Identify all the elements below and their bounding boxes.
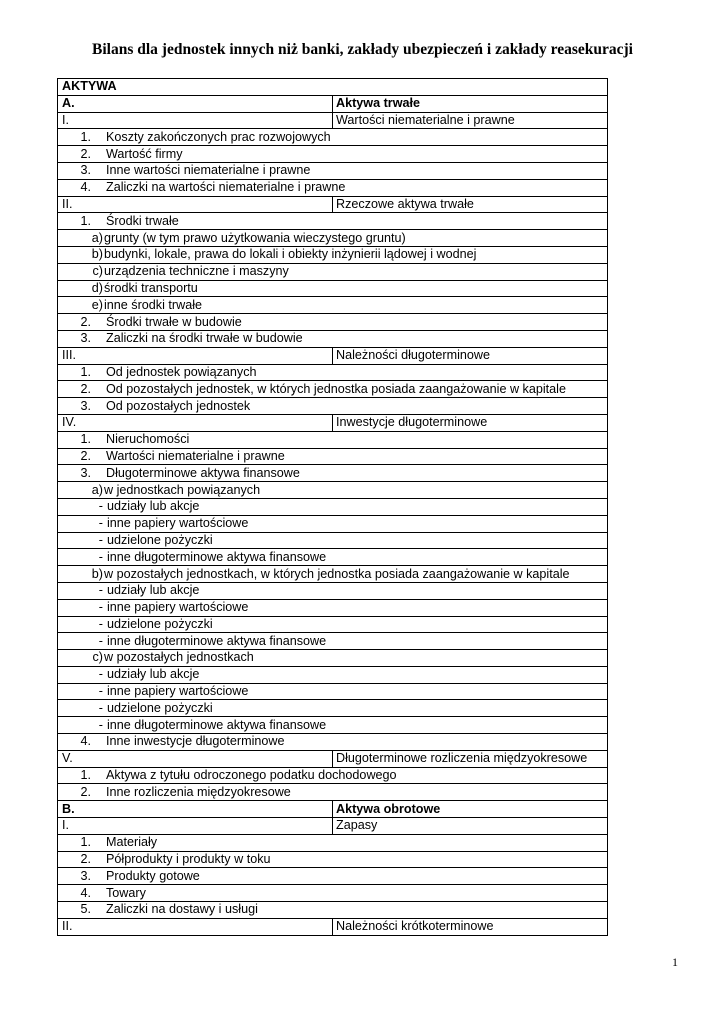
num-marker: 1.: [80, 835, 91, 850]
item-label: Produkty gotowe: [106, 868, 200, 883]
item-cell: [58, 717, 608, 734]
num-marker: 3.: [80, 465, 91, 480]
item-label: Wartości niematerialne i prawne: [106, 448, 285, 463]
dash-marker: -: [98, 600, 103, 615]
table-row: [58, 717, 608, 734]
item-cell: [58, 246, 608, 263]
item-label: Wartość firmy: [106, 146, 183, 161]
item-label: Środki trwałe: [106, 213, 179, 228]
item-label: Środki trwałe w budowie: [106, 314, 242, 329]
item-cell: [58, 314, 608, 331]
item-cell: [58, 650, 608, 667]
item-label: Koszty zakończonych prac rozwojowych: [106, 129, 331, 144]
item-cell: [58, 381, 608, 398]
dash-marker: -: [98, 667, 103, 682]
item-cell: [58, 515, 608, 532]
dash-marker: -: [98, 717, 103, 732]
item-label: Od pozostałych jednostek: [106, 398, 251, 413]
num-marker: 2.: [80, 381, 91, 396]
table-row: [58, 414, 608, 431]
table-row: [58, 381, 608, 398]
item-label: Długoterminowe aktywa finansowe: [106, 465, 300, 480]
item-label: inne papiery wartościowe: [107, 600, 249, 615]
letter-marker: c): [92, 264, 103, 279]
roman-marker: I.: [58, 818, 333, 835]
item-cell: [58, 885, 608, 902]
roman-marker: I.: [58, 112, 333, 129]
item-cell: [58, 448, 608, 465]
table-row: [58, 431, 608, 448]
item-cell: [58, 784, 608, 801]
table-row: [58, 902, 608, 919]
num-marker: 1.: [80, 364, 91, 379]
item-label: w jednostkach powiązanych: [104, 482, 261, 497]
table-row: [58, 498, 608, 515]
document-title: Bilans dla jednostek innych niż banki, zakłady ubezpieczeń i zakłady reasekuracji: [92, 41, 633, 58]
letter-marker: b): [91, 247, 103, 262]
item-label: Aktywa z tytułu odroczonego podatku dochodowego: [106, 768, 397, 783]
item-cell: [58, 851, 608, 868]
item-cell: [58, 263, 608, 280]
table-row: [58, 129, 608, 146]
table-row: [58, 146, 608, 163]
table-row: [58, 79, 608, 96]
page-number: 1: [672, 955, 678, 969]
item-cell: [58, 482, 608, 499]
table-row: [58, 633, 608, 650]
item-label: Inne wartości niematerialne i prawne: [106, 163, 311, 178]
item-cell: [58, 700, 608, 717]
item-label: udzielone pożyczki: [107, 616, 213, 631]
table-row: [58, 918, 608, 935]
table-row: [58, 280, 608, 297]
table-row: [58, 784, 608, 801]
num-marker: 2.: [80, 448, 91, 463]
table-row: [58, 314, 608, 331]
roman-marker: II.: [58, 196, 333, 213]
num-marker: 1.: [80, 432, 91, 447]
roman-label: Długoterminowe rozliczenia międzyokresowe: [333, 750, 608, 767]
item-label: środki transportu: [104, 280, 198, 295]
table-row: [58, 834, 608, 851]
roman-marker: IV.: [58, 414, 333, 431]
dash-marker: -: [98, 700, 103, 715]
item-label: Towary: [106, 885, 146, 900]
item-cell: [58, 364, 608, 381]
item-cell: [58, 582, 608, 599]
num-marker: 2.: [80, 146, 91, 161]
table-row: [58, 616, 608, 633]
table-row: [58, 885, 608, 902]
item-cell: [58, 868, 608, 885]
item-label: inne papiery wartościowe: [107, 684, 249, 699]
table-row: [58, 364, 608, 381]
item-cell: [58, 633, 608, 650]
table-row: [58, 347, 608, 364]
item-cell: [58, 566, 608, 583]
roman-marker: V.: [58, 750, 333, 767]
letter-marker: a): [91, 230, 103, 245]
letter-marker: c): [92, 650, 103, 665]
num-marker: 3.: [80, 163, 91, 178]
table-row: [58, 851, 608, 868]
dash-marker: -: [98, 684, 103, 699]
item-cell: [58, 616, 608, 633]
item-label: udziały lub akcje: [107, 499, 200, 514]
item-cell: [58, 431, 608, 448]
table-row: [58, 683, 608, 700]
table-row: [58, 482, 608, 499]
item-label: Zaliczki na dostawy i usługi: [106, 902, 258, 917]
table-row: [58, 750, 608, 767]
item-cell: [58, 230, 608, 247]
letter-marker: b): [91, 566, 103, 581]
table-row: [58, 801, 608, 818]
table-row: [58, 767, 608, 784]
num-marker: 2.: [80, 314, 91, 329]
table-row: [58, 95, 608, 112]
num-marker: 1.: [80, 213, 91, 228]
table-row: [58, 582, 608, 599]
balance-sheet-table: [57, 78, 608, 936]
item-label: Nieruchomości: [106, 432, 190, 447]
item-cell: [58, 902, 608, 919]
item-cell: [58, 549, 608, 566]
table-row: [58, 465, 608, 482]
item-cell: [58, 398, 608, 415]
item-label: Materiały: [106, 835, 158, 850]
table-row: [58, 398, 608, 415]
item-cell: [58, 129, 608, 146]
item-label: Zaliczki na wartości niematerialne i prawne: [106, 180, 346, 195]
item-label: w pozostałych jednostkach: [104, 650, 254, 665]
num-marker: 3.: [80, 331, 91, 346]
item-cell: [58, 734, 608, 751]
item-cell: [58, 297, 608, 314]
item-label: Inne inwestycje długoterminowe: [106, 734, 285, 749]
roman-label: Należności długoterminowe: [333, 347, 608, 364]
item-label: udzielone pożyczki: [107, 700, 213, 715]
item-label: inne długoterminowe aktywa finansowe: [107, 717, 327, 732]
dash-marker: -: [98, 516, 103, 531]
item-cell: [58, 280, 608, 297]
item-label: inne środki trwałe: [104, 297, 202, 312]
item-label: Od pozostałych jednostek, w których jednostka posiada zaangażowanie w kapitale: [106, 381, 566, 396]
section-marker: A.: [58, 95, 333, 112]
table-row: [58, 263, 608, 280]
table-row: [58, 818, 608, 835]
num-marker: 1.: [80, 768, 91, 783]
section-label: Aktywa obrotowe: [333, 801, 608, 818]
table-row: [58, 549, 608, 566]
roman-label: Wartości niematerialne i prawne: [333, 112, 608, 129]
table-row: [58, 566, 608, 583]
letter-marker: a): [91, 482, 103, 497]
item-cell: [58, 330, 608, 347]
item-label: inne długoterminowe aktywa finansowe: [107, 633, 327, 648]
num-marker: 4.: [80, 885, 91, 900]
item-label: Zaliczki na środki trwałe w budowie: [106, 331, 303, 346]
item-label: budynki, lokale, prawa do lokali i obiekty inżynierii lądowej i wodnej: [104, 247, 477, 262]
item-label: Inne rozliczenia międzyokresowe: [106, 784, 291, 799]
table-row: [58, 112, 608, 129]
num-marker: 1.: [80, 129, 91, 144]
item-cell: [58, 834, 608, 851]
roman-label: Zapasy: [333, 818, 608, 835]
roman-label: Rzeczowe aktywa trwałe: [333, 196, 608, 213]
item-cell: [58, 213, 608, 230]
num-marker: 4.: [80, 180, 91, 195]
roman-marker: II.: [58, 918, 333, 935]
item-label: udziały lub akcje: [107, 583, 200, 598]
num-marker: 4.: [80, 734, 91, 749]
item-label: inne papiery wartościowe: [107, 516, 249, 531]
dash-marker: -: [98, 532, 103, 547]
table-row: [58, 734, 608, 751]
roman-marker: III.: [58, 347, 333, 364]
item-label: urządzenia techniczne i maszyny: [104, 264, 289, 279]
table-row: [58, 532, 608, 549]
table-row: [58, 162, 608, 179]
num-marker: 5.: [80, 902, 91, 917]
table-row: [58, 599, 608, 616]
dash-marker: -: [98, 633, 103, 648]
item-label: Półprodukty i produkty w toku: [106, 852, 271, 867]
dash-marker: -: [98, 616, 103, 631]
roman-label: Inwestycje długoterminowe: [333, 414, 608, 431]
table-row: [58, 700, 608, 717]
table-row: [58, 196, 608, 213]
section-marker: B.: [58, 801, 333, 818]
table-row: [58, 246, 608, 263]
letter-marker: d): [91, 280, 103, 295]
item-cell: [58, 498, 608, 515]
item-label: inne długoterminowe aktywa finansowe: [107, 549, 327, 564]
section-label: Aktywa trwałe: [333, 95, 608, 112]
roman-label: Należności krótkoterminowe: [333, 918, 608, 935]
item-label: grunty (w tym prawo użytkowania wieczystego gruntu): [104, 230, 406, 245]
item-cell: [58, 146, 608, 163]
table-row: [58, 330, 608, 347]
item-label: udzielone pożyczki: [107, 532, 213, 547]
dash-marker: -: [98, 499, 103, 514]
table-row: [58, 650, 608, 667]
table-row: [58, 213, 608, 230]
table-row: [58, 230, 608, 247]
letter-marker: e): [91, 297, 103, 312]
item-cell: [58, 162, 608, 179]
table-row: [58, 448, 608, 465]
item-label: w pozostałych jednostkach, w których jednostka posiada zaangażowanie w kapitale: [104, 566, 570, 581]
item-cell: [58, 599, 608, 616]
table-row: [58, 868, 608, 885]
table-row: [58, 515, 608, 532]
num-marker: 3.: [80, 868, 91, 883]
num-marker: 2.: [80, 852, 91, 867]
item-cell: [58, 683, 608, 700]
num-marker: 2.: [80, 784, 91, 799]
table-row: [58, 297, 608, 314]
item-label: udziały lub akcje: [107, 667, 200, 682]
table-row: [58, 179, 608, 196]
dash-marker: -: [98, 583, 103, 598]
item-label: Od jednostek powiązanych: [106, 364, 257, 379]
item-cell: [58, 666, 608, 683]
item-cell: [58, 532, 608, 549]
dash-marker: -: [98, 549, 103, 564]
item-cell: [58, 179, 608, 196]
item-cell: [58, 767, 608, 784]
table-header-aktywa: AKTYWA: [58, 79, 608, 96]
table-row: [58, 666, 608, 683]
item-cell: [58, 465, 608, 482]
num-marker: 3.: [80, 398, 91, 413]
